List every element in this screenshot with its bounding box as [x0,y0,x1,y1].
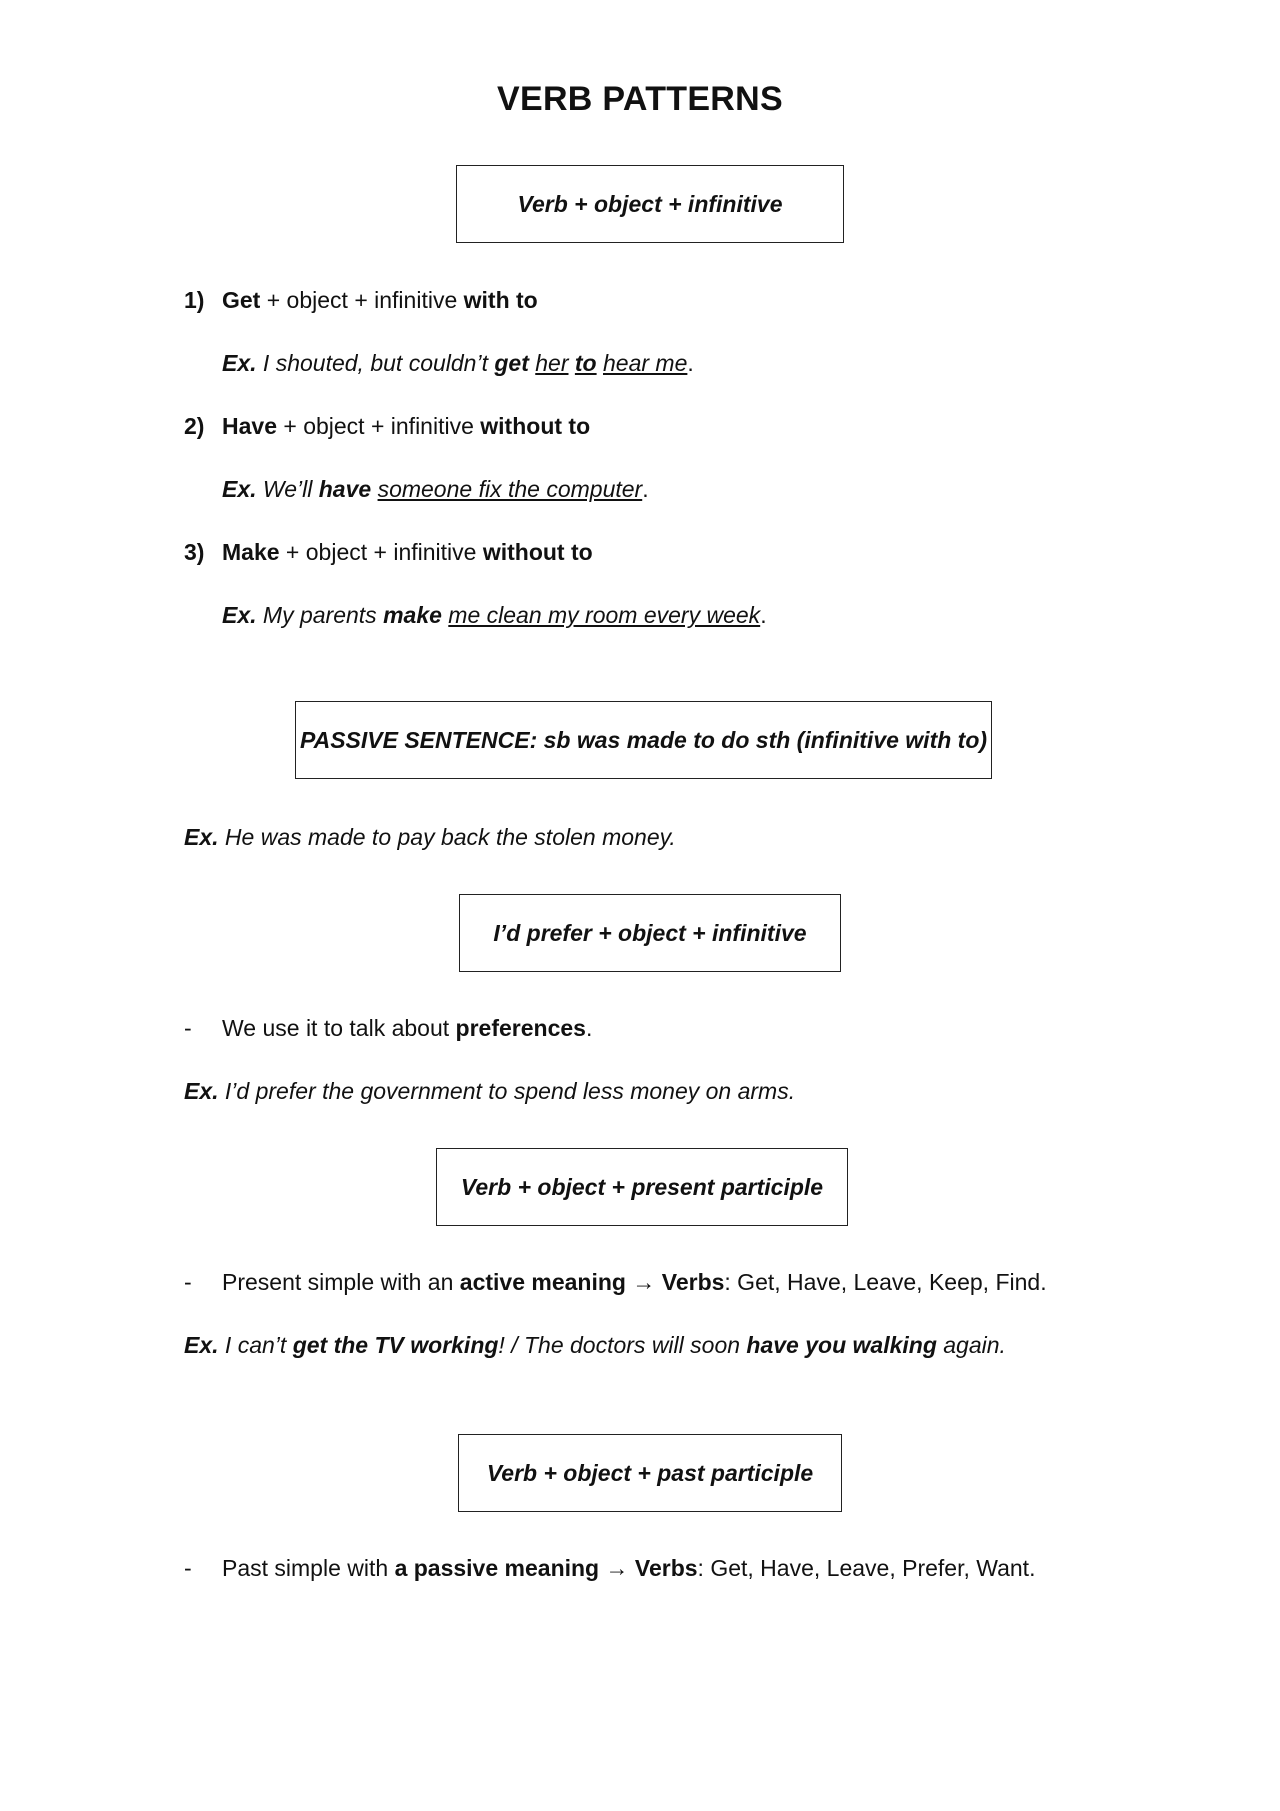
item-number: 1) [184,287,205,313]
example-line: Ex. I can’t get the TV working! / The doctors will soon have you walking again. [184,1332,1006,1358]
description-line: We use it to talk about preferences. [222,1015,593,1041]
example-line: Ex. We’ll have someone fix the computer. [222,476,649,502]
example-line: Ex. My parents make me clean my room every week. [222,602,767,628]
item-number: 3) [184,539,205,565]
bullet-dash: - [184,1015,192,1041]
description-line: Present simple with an active meaning → Verbs: Get, Have, Leave, Keep, Find. [222,1269,1047,1295]
rule-line: Make + object + infinitive without to [222,539,593,565]
page-title: VERB PATTERNS [497,80,783,118]
section-heading-prefer: I’d prefer + object + infinitive [459,894,841,972]
description-line: Past simple with a passive meaning → Verbs: Get, Have, Leave, Prefer, Want. [222,1555,1036,1581]
section-heading-infinitive: Verb + object + infinitive [456,165,844,243]
rule-line: Have + object + infinitive without to [222,413,591,439]
bullet-dash: - [184,1269,192,1295]
section-heading-passive: PASSIVE SENTENCE: sb was made to do sth (infinitive with to) [295,701,992,779]
section-heading-present-participle: Verb + object + present participle [436,1148,848,1226]
example-line: Ex. He was made to pay back the stolen money. [184,824,676,850]
example-line: Ex. I shouted, but couldn’t get her to hear me. [222,350,694,376]
section-heading-past-participle: Verb + object + past participle [458,1434,842,1512]
item-number: 2) [184,413,205,439]
example-line: Ex. I’d prefer the government to spend less money on arms. [184,1078,796,1104]
bullet-dash: - [184,1555,192,1581]
rule-line: Get + object + infinitive with to [222,287,538,313]
